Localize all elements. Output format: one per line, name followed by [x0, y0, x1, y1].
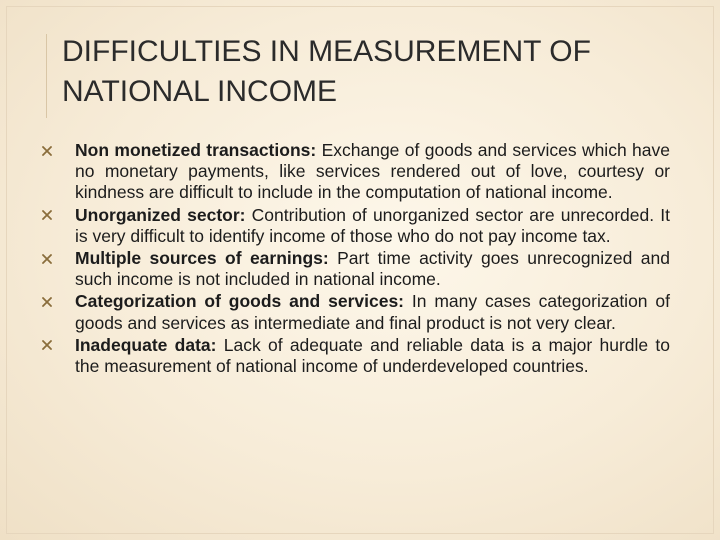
bullet-item-non-monetized	[40, 140, 670, 204]
x-mark-icon	[40, 205, 54, 226]
bullet-item-multiple-sources	[40, 248, 670, 290]
slide-title	[62, 32, 682, 112]
bullet-term: Non monetized transactions:	[75, 140, 317, 160]
bullet-text: In many cases categorization of goods and services as intermediate and final product is not very clear.	[75, 291, 670, 333]
bullet-item-inadequate-data	[40, 335, 670, 377]
bullet-text: Lack of adequate and reliable data is a major hurdle to the measurement of national income of underdeveloped countries.	[75, 334, 670, 377]
bullet-term: Categorization of goods and services:	[75, 291, 405, 312]
x-mark-icon	[40, 140, 54, 161]
bullet-text: Part time activity goes unrecognized and such income is not included in national income.	[75, 248, 670, 290]
bullet-text: Contribution of unorganized sector are unrecorded. It is very difficult to identify income of those who do not pay income tax.	[75, 204, 670, 246]
bullet-list	[40, 140, 670, 378]
x-mark-icon	[40, 248, 54, 269]
slide-title-line-2: NATIONAL INCOME	[62, 75, 338, 108]
x-mark-icon	[40, 335, 54, 356]
x-mark-icon	[40, 291, 54, 312]
bullet-term: Unorganized sector:	[75, 204, 246, 225]
bullet-term: Multiple sources of earnings:	[75, 248, 329, 269]
bullet-item-categorization	[40, 291, 670, 333]
bullet-text: Exchange of goods and services which have no monetary payments, like services rendered out of love, courtesy or kindness are difficult to include in the computation of national income.	[75, 140, 671, 203]
title-accent-line	[46, 34, 47, 118]
bullet-term: Inadequate data:	[75, 334, 217, 355]
slide-title-line-1: DIFFICULTIES IN MEASUREMENT OF	[62, 35, 591, 68]
bullet-item-unorganized-sector	[40, 205, 670, 247]
